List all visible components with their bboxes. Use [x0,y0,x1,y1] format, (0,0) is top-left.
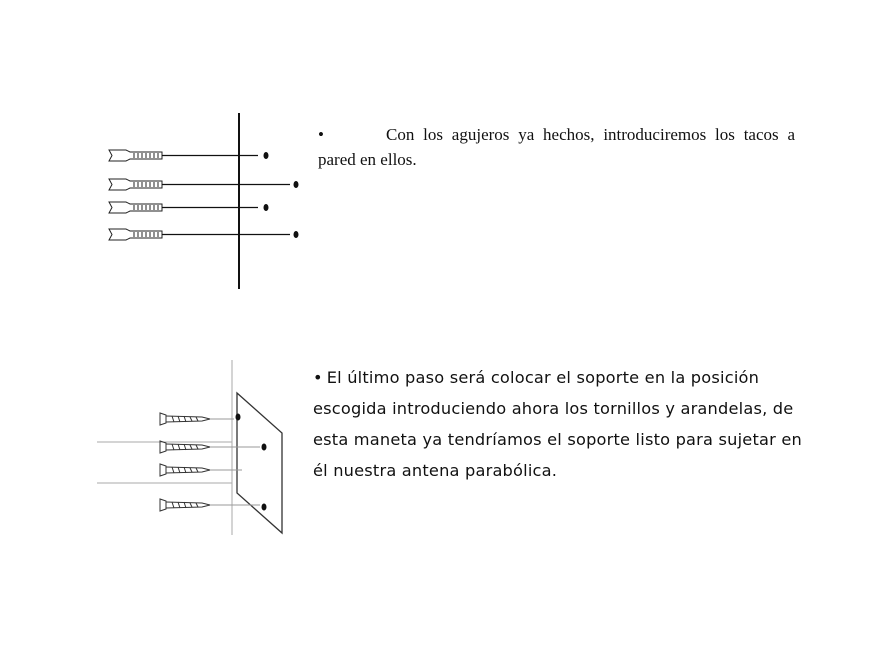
step-1-text: Con los agujeros ya hechos, introduciremos los tacos a pared en ellos. [318,125,795,169]
bullet-icon: • [313,368,323,387]
wall-hole [294,181,299,188]
bracket-hole [262,444,267,451]
step-2-text: El último paso será colocar el soporte en la posición escogida introduciendo ahora los tornillos y arandelas, de esta maneta ya tendríamos el soporte listo para sujetar en él nuestra antena parabólica. [313,368,802,480]
screw [160,464,210,476]
bullet-icon: • [318,125,324,144]
bracket-hole [262,504,267,511]
screw [160,413,210,425]
screw [160,499,210,511]
wall-hole [264,204,269,211]
wall-plug [109,179,290,190]
bracket-plate [237,393,282,533]
screws-bracket-mounting-diagram [92,355,292,540]
wall-plug [109,202,258,213]
step-1-paragraph [318,122,795,172]
wall-hole [294,231,299,238]
wall-plug [109,150,258,161]
wall-plugs-insertion-diagram [100,105,310,295]
bracket-hole [236,414,241,421]
wall-hole [264,152,269,159]
wall-plug [109,229,290,240]
step-2-paragraph [313,362,803,486]
screw [160,441,210,453]
